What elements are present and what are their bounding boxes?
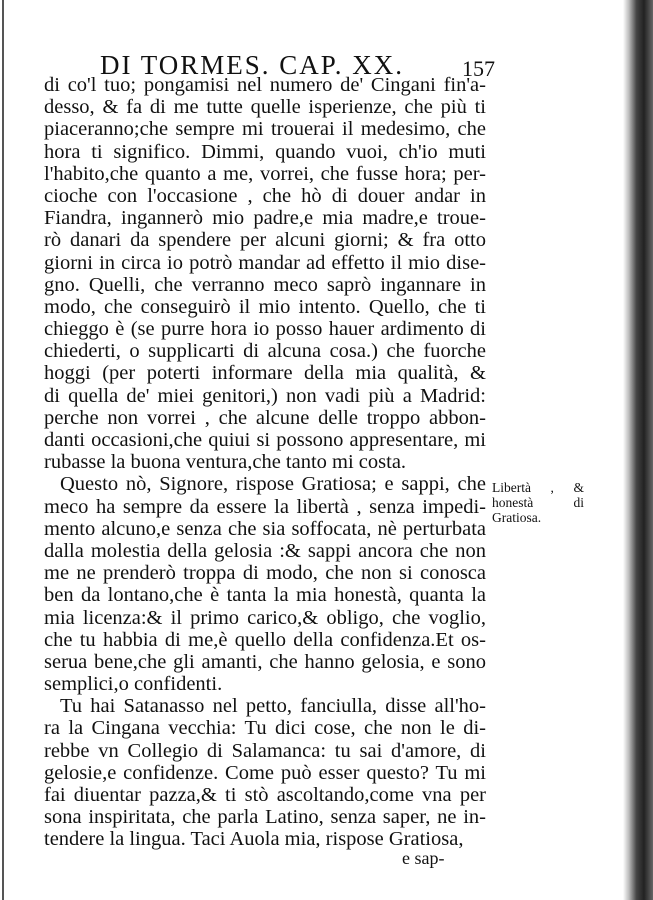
text-line: rubasse la buona ventura,che tanto mi costa. — [44, 451, 407, 474]
text-line: meco ha sempre da essere la libertà , senza impedi- — [44, 495, 486, 518]
text-line: che tu habbia di me,è quello della confidenza.Et os- — [44, 628, 486, 651]
text-line: Questo nò, Signore, rispose Gratiosa; e sappi, che — [60, 473, 486, 496]
text-block — [44, 74, 486, 851]
text-line: di quella de' miei genitori,) non vadi più a Madrid: — [44, 384, 486, 407]
text-line: hora ti significo. Dimmi, quando vuoi, ch'io muti — [44, 140, 486, 163]
text-line: desso, & fa di me tutte quelle isperienze, che più ti — [44, 96, 486, 119]
text-line: tendere la lingua. Taci Auola mia, rispose Gratiosa, — [44, 828, 464, 851]
text-line: giorni in circa io potrò mandar ad effetto il mio dise- — [44, 251, 486, 274]
text-line: perche non vorrei , che alcune delle troppo abbon- — [44, 406, 486, 429]
text-line: rò danari da spendere per alcuni giorni; & fra otto — [44, 229, 486, 252]
margin-note-line: Libertà , & — [492, 480, 584, 495]
text-line: ra la Cingana vecchia: Tu dici cose, che non le di- — [44, 717, 486, 740]
text-line: chieggo è (se purre hora io posso hauer ardimento di — [44, 318, 486, 341]
text-line: modo, che conseguirò il mio intento. Quello, che ti — [44, 295, 486, 318]
margin-note-line: Gratiosa. — [492, 510, 542, 525]
text-line: me ne prenderò troppa di modo, che non si conosca — [44, 562, 486, 585]
text-line: di co'l tuo; pongamisi nel numero de' Cingani fin'a- — [44, 74, 486, 96]
text-line: cioche con l'occasione , che hò di douer andar in — [44, 184, 486, 207]
page-number: 157 — [462, 56, 495, 81]
text-line: danti occasioni,che quiui si possono appresentare, mi — [44, 429, 486, 451]
text-line: sona inspiritata, che parla Latino, senza saper, ne in- — [44, 806, 486, 829]
text-line: ben da lontano,che è tanta la mia honestà, quanta la — [44, 584, 486, 607]
page-left-edge — [2, 0, 4, 900]
text-line: Fiandra, ingannerò mio padre,e mia madre,e troue- — [44, 207, 486, 230]
margin-note — [492, 480, 584, 525]
text-line: mia licenza:& il primo carico,& obligo, che voglio, — [44, 606, 486, 629]
text-line: gno. Quelli, che verranno meco saprò ingannare in — [44, 273, 486, 296]
text-line: piaceranno;che sempre mi trouerai il medesimo, che — [44, 118, 486, 141]
text-line: mento alcuno,e senza che sia soffocata, nè perturbata — [44, 517, 486, 540]
text-line: Tu hai Satanasso nel petto, fanciulla, disse all'ho- — [60, 695, 486, 718]
text-line: hoggi (per poterti informare della mia qualità, & — [44, 362, 486, 385]
text-line: semplici,o confidenti. — [44, 673, 223, 696]
text-line: dalla molestia della gelosia :& sappi ancora che non — [44, 539, 486, 562]
text-line: gelosie,e confidenze. Come può esser questo? Tu mi — [44, 761, 486, 784]
text-line: serua bene,che gli amanti, che hanno gelosia, e sono — [44, 650, 486, 673]
text-line: l'habito,che quanto a me, vorrei, che fusse hora; per- — [44, 162, 486, 185]
margin-note-line: honestà di — [492, 495, 584, 510]
text-line: chiederti, o supplicarti di alcuna cosa.) che fuorche — [44, 340, 486, 363]
running-title: DI TORMES. CAP. XX. — [100, 50, 405, 80]
text-line: fai diuentar pazza,& ti stò ascoltando,come vna per — [44, 784, 486, 806]
book-binding-shadow — [623, 0, 653, 900]
catchword: e sap- — [402, 848, 445, 868]
text-line: rebbe vn Collegio di Salamanca: tu sai d'amore, di — [44, 739, 486, 762]
